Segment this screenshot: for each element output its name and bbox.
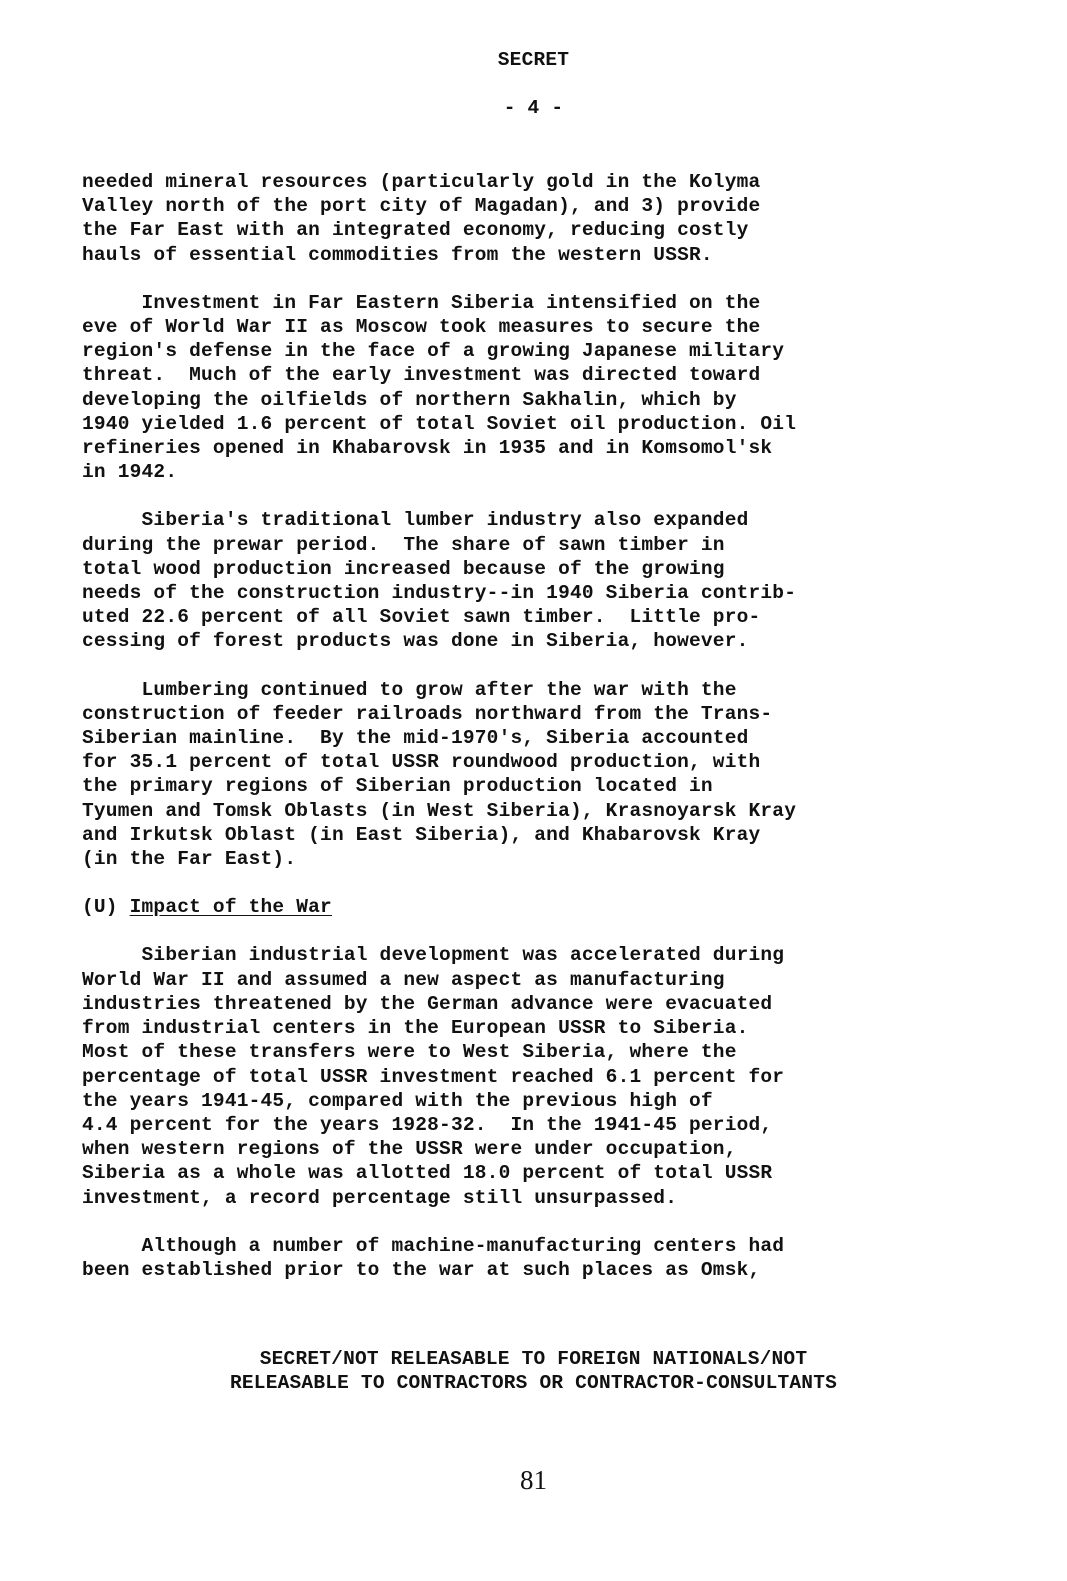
section-heading-classification: (U) bbox=[82, 896, 130, 919]
body-text bbox=[82, 170, 952, 1306]
paragraph-far-east-investment: Investment in Far Eastern Siberia intensified on the eve of World War II as Moscow took measures to secure the region's defense in the face of a growing Japanese military threat. Much of the early investment was directed toward developing the oilfields of northern Sakhalin, which by 1940 yielded 1.6 percent of total Soviet oil production. Oil refineries opened in Khabarovsk in 1935 and in Komsomol'sk in 1942. bbox=[82, 291, 797, 484]
page-number: 81 bbox=[520, 1465, 547, 1495]
paragraph-lumber-postwar: Lumbering continued to grow after the war with the construction of feeder railroads northward from the Trans- Siberian mainline. By the mid-1970's, Siberia accounted for 35.1 percent of total USSR roundwood production, with the primary regions of Siberian production located in Tyumen and Tomsk Oblasts (in West Siberia), Krasnoyarsk Kray and Irkutsk Oblast (in East Siberia), and Khabarovsk Kray (in the Far East). bbox=[82, 678, 797, 871]
paragraph-lumber-prewar: Siberia's traditional lumber industry also expanded during the prewar period. The share of sawn timber in total wood production increased because of the growing needs of the construction industry--in 1940 Siberia contrib- uted 22.6 percent of all Soviet sawn timber. Little pro- cessing of forest products was done in Siberia, however. bbox=[82, 509, 797, 653]
page-marker: - 4 - bbox=[503, 97, 564, 119]
paragraph-machine-manufacturing: Although a number of machine-manufacturing centers had been established prior to the war at such places as Omsk, bbox=[82, 1234, 785, 1281]
paragraph-continuation: needed mineral resources (particularly gold in the Kolyma Valley north of the port city of Magadan), and 3) provide the Far East with an integrated economy, reducing costly hauls of essential commodities from the western USSR. bbox=[82, 171, 761, 266]
top-classification-marking: SECRET bbox=[497, 49, 570, 71]
paragraph-wartime-development: Siberian industrial development was accelerated during World War II and assumed a new aspect as manufacturing industries threatened by the German advance were evacuated from industrial centers in the European USSR to Siberia. Most of these transfers were to West Siberia, where the percentage of total USSR investment reached 6.1 percent for the years 1941-45, compared with the previous high of 4.4 percent for the years 1928-32. In the 1941-45 period, when western regions of the USSR were under occupation, Siberia as a whole was allotted 18.0 percent of total USSR investment, a record percentage still unsurpassed. bbox=[82, 944, 785, 1209]
bottom-classification-marking: SECRET/NOT RELEASABLE TO FOREIGN NATIONALS/NOT RELEASABLE TO CONTRACTORS OR CONTRACTOR-CONSULTANTS bbox=[230, 1348, 837, 1395]
section-heading-title: Impact of the War bbox=[129, 896, 332, 919]
section-heading bbox=[82, 895, 952, 919]
